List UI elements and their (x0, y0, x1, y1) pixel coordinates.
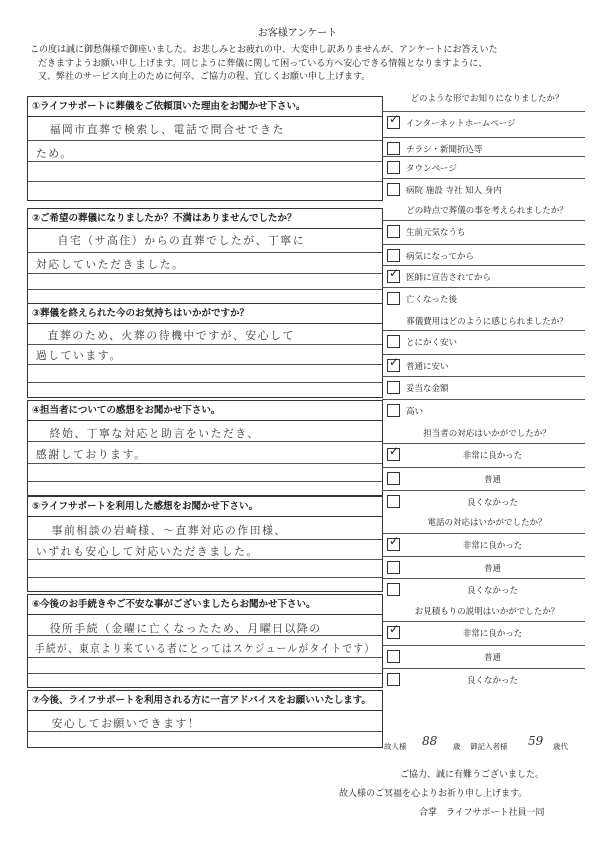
question-1-answer-line: ため。 (35, 147, 73, 160)
question-5-box (27, 496, 383, 592)
question-7-answer-line: 安心してお願いできます！ (51, 717, 201, 730)
question-2-answer-line: 対応していただきました。 (35, 258, 185, 271)
check-mark-icon: ✓ (389, 534, 400, 548)
deceased-label: 故人様 (384, 742, 407, 751)
intro-line: 又、弊社のサービス向上のために何卒、ご協力の程、宜しくお願い申し上げます。 (38, 72, 371, 82)
survey-question-heading: 担当者の対応はいかがでしたか？ (423, 429, 551, 439)
question-3-label: ③葬儀を終えられた今のお気持ちはいかがですか？ (28, 304, 382, 324)
question-6-answer-line: 役所手続（金曜に亡くなったため、月曜日以降の (49, 622, 322, 635)
survey-question-heading: 葬儀費用はどのように感じられましたか？ (406, 317, 568, 327)
question-2-answer-line: 自宅（サ高住）からの直葬でしたが、丁寧に (57, 234, 306, 247)
survey-option-label: 良くなかった (466, 498, 518, 508)
survey-option-checkbox[interactable] (387, 381, 400, 394)
survey-option-label: 病院 施設 寺社 知人 身内 (406, 186, 502, 196)
question-4-box (27, 400, 383, 496)
survey-option-checkbox[interactable] (387, 266, 400, 283)
question-2-box (27, 208, 383, 305)
survey-option-label: 非常に良かった (462, 541, 523, 551)
closing-condolence: 故人様のご冥福を心よりお祈り申し上げます。 (339, 789, 528, 799)
survey-option-label: 高い (406, 407, 424, 417)
survey-option-checkbox[interactable] (387, 249, 400, 262)
respondent-label: 御記入者様 (470, 742, 508, 751)
survey-option-label: 良くなかった (466, 586, 518, 596)
survey-option-checkbox[interactable] (387, 495, 400, 508)
question-7-label: ⑦今後、ライフサポートを利用される方に一言アドバイスをお願いいたします。 (28, 691, 382, 711)
survey-option-checkbox[interactable] (387, 444, 400, 461)
survey-option-checkbox[interactable] (387, 161, 400, 174)
survey-option-checkbox[interactable] (387, 335, 400, 348)
question-1-answer-line: 福岡市直葬で検索し、電話で問合せできた (49, 123, 285, 136)
survey-option-checkbox[interactable] (387, 622, 400, 639)
survey-option-label: 生前元気なうち (406, 228, 466, 238)
question-6-answer-line: 手続が、東京より来ている者にとってはスケジュールがタイトです） (34, 642, 376, 655)
deceased-age-unit: 歳 (453, 742, 461, 751)
question-3-box (27, 303, 383, 398)
intro-text (30, 44, 570, 85)
survey-question-heading: 電話の対応はいかがでしたか？ (427, 518, 547, 528)
survey-option-label: 普通 (483, 653, 501, 663)
question-1-label: ①ライフサポートに葬儀をご依頼頂いた理由をお聞かせ下さい。 (28, 97, 382, 117)
question-2-label: ②ご希望の葬儀になりましたか？不満はありませんでしたか？ (28, 209, 382, 229)
check-mark-icon: ✓ (389, 266, 400, 280)
question-6-box (27, 594, 383, 688)
check-mark-icon: ✓ (389, 112, 400, 126)
survey-option-checkbox[interactable] (387, 225, 400, 238)
survey-option-checkbox[interactable] (387, 561, 400, 574)
question-4-answer-line: 感謝しております。 (35, 448, 147, 461)
survey-option-checkbox[interactable] (387, 112, 400, 129)
survey-option-checkbox[interactable] (387, 673, 400, 686)
survey-option-label: 非常に良かった (462, 629, 523, 639)
question-4-label: ④担当者についての感想をお聞かせ下さい。 (28, 401, 382, 421)
check-mark-icon: ✓ (389, 355, 400, 369)
question-5-answer-line: いずれも安心して対応いただきました。 (35, 545, 259, 558)
survey-option-label: タウンページ (406, 164, 457, 174)
deceased-age: 88 (422, 734, 438, 748)
survey-option-label: チラシ・新聞折込等 (406, 145, 483, 155)
survey-option-checkbox[interactable] (387, 472, 400, 485)
survey-option-checkbox[interactable] (387, 534, 400, 551)
question-5-answer-line: 事前相談の岩崎様、～直葬対応の作田様、 (51, 524, 287, 537)
question-1-box (27, 96, 383, 201)
survey-question-heading: お見積もりの説明はいかがでしたか？ (414, 607, 560, 617)
survey-option-label: とにかく安い (406, 338, 458, 348)
survey-option-checkbox[interactable] (387, 183, 400, 196)
survey-option-checkbox[interactable] (387, 355, 400, 372)
closing-signature: 合掌 ライフサポート社員一同 (419, 808, 545, 818)
closing-thanks: ご協力、誠に有難うございました。 (400, 770, 545, 780)
check-mark-icon: ✓ (389, 622, 400, 636)
respondent-age: 59 (528, 734, 544, 748)
survey-option-checkbox[interactable] (387, 404, 400, 417)
survey-option-label: 非常に良かった (462, 451, 523, 461)
survey-option-label: 普通に安い (406, 362, 449, 372)
survey-option-label: 普通 (483, 475, 501, 485)
question-3-answer-line: 過しています。 (35, 349, 122, 362)
survey-option-checkbox[interactable] (387, 142, 400, 155)
question-4-answer-line: 終始、丁寧な対応と助言をいただき、 (49, 427, 260, 440)
survey-option-label: 妥当な金額 (406, 384, 449, 394)
question-3-answer-line: 直葬のため、火葬の待機中ですが、安心して (47, 329, 295, 342)
intro-line: だきますようお願い申し上げます。同じように葬儀に関して困っている方へ安心できる情報となりますように、 (38, 58, 488, 69)
survey-option-label: 医師に宣告されてから (406, 273, 492, 283)
survey-option-checkbox[interactable] (387, 583, 400, 596)
survey-option-label: 病気になってから (406, 252, 475, 262)
page-title: お客様アンケート (257, 28, 338, 39)
question-5-label: ⑤ライフサポートを利用した感想をお聞かせ下さい。 (28, 497, 382, 517)
survey-question-heading: どの時点で葬儀の事を考えられましたか？ (406, 206, 568, 216)
survey-option-label: 普通 (483, 564, 501, 574)
question-6-label: ⑥今後のお手続きやご不安な事がございましたらお聞かせ下さい。 (28, 595, 382, 615)
question-7-box (27, 690, 383, 748)
survey-question-heading: どのような形でお知りになりましたか？ (410, 94, 564, 104)
respondent-age-unit: 歳代 (553, 742, 568, 751)
intro-line: この度は誠に御愁傷様で御座いました。お悲しみとお疲れの中、大変申し訳ありませんが、アンケートにお答えいた (30, 45, 498, 55)
survey-option-checkbox[interactable] (387, 650, 400, 663)
survey-option-label: 亡くなった後 (406, 295, 458, 305)
survey-option-label: 良くなかった (466, 676, 518, 686)
survey-option-label: インターネットホームページ (406, 119, 516, 129)
survey-option-checkbox[interactable] (387, 292, 400, 305)
check-mark-icon: ✓ (389, 444, 400, 458)
